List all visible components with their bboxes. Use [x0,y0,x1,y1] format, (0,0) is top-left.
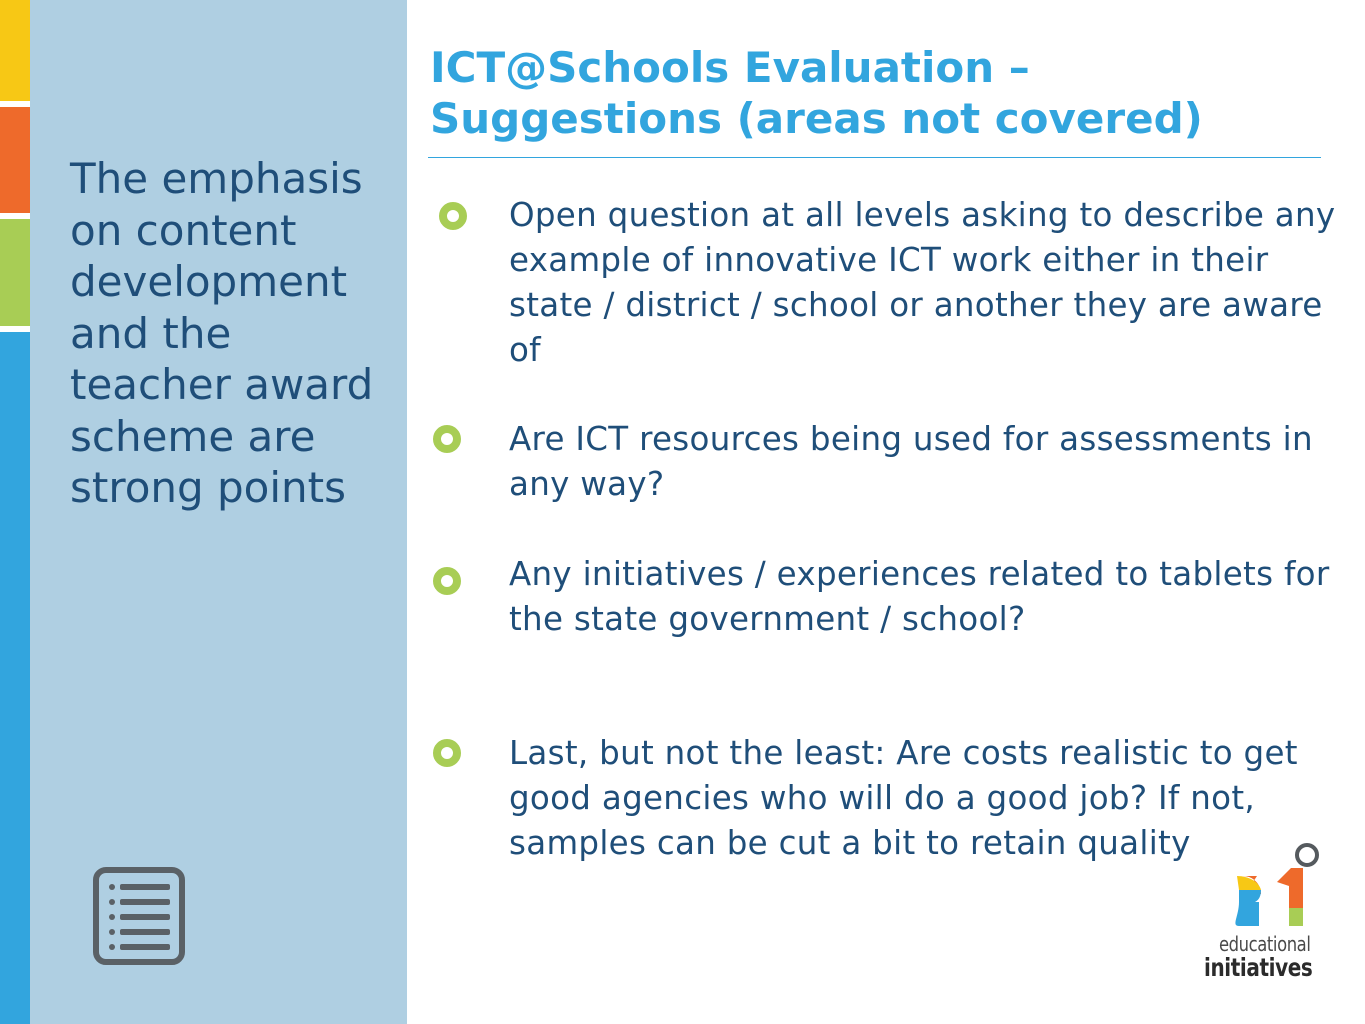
title-divider [428,157,1321,158]
ring-bullet-icon [432,566,462,596]
bullet-item-1: Open question at all levels asking to describe any example of innovative ICT work either in their state / district / school or another they are aware of [509,196,1336,369]
blue-accent-strip [0,332,30,1024]
ring-bullet-icon [432,424,462,454]
logo-word-educational: educational [1219,932,1311,956]
ring-bullet-icon [438,201,468,231]
slide-title-line-2: Suggestions (areas not covered) [430,94,1203,143]
sidebar-panel [30,0,407,1024]
yellow-accent-strip [0,0,30,101]
sidebar-callout-text: The emphasis on content development and the teacher award scheme are strong points [70,154,374,512]
slide-title [430,42,1330,144]
bullet-item-2: Are ICT resources being used for assessments in any way? [509,420,1313,503]
orange-accent-strip [0,107,30,213]
slide-title-line-1: ICT@Schools Evaluation – [430,43,1030,92]
green-accent-strip [0,219,30,326]
bullet-item-4: Last, but not the least: Are costs realistic to get good agencies who will do a good job? If not, samples can be cut a bit to retain quality [509,734,1298,862]
list-icon [92,866,186,966]
ring-bullet-icon [432,738,462,768]
logo-word-initiatives: initiatives [1204,953,1313,982]
bullet-item-3: Any initiatives / experiences related to tablets for the state government / school? [509,555,1330,638]
